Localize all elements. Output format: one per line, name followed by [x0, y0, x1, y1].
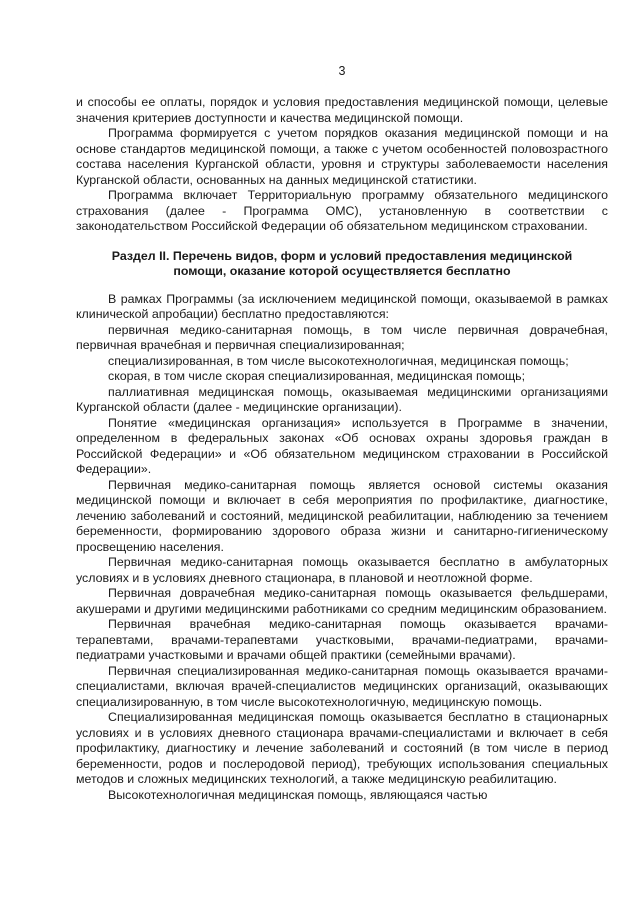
paragraph-medical-organization-term: Понятие «медицинская организация» используется в Программе в значении, определенном в федеральных законах «Об основах охраны здоровья граждан в Российской Федерации» и «Об обязательном медицинском страховании в Российской Федерации». — [76, 415, 608, 476]
page-number: 3 — [338, 64, 346, 78]
paragraph-program-oms: Программа включает Территориальную программу обязательного медицинского страхования (далее - Программа ОМС), установленную в соответствии с законодательством Российской Федерации об обязательном медицинском страховании. — [76, 188, 608, 233]
paragraph-physician-care: Первичная врачебная медико-санитарная помощь оказывается врачами-терапевтами, врачами-терапевтами участковыми, врачами-педиатрами, врачами-педиатрами участковыми и врачами общей практики (семейными врачами). — [76, 617, 608, 662]
list-item-specialized-care: специализированная, в том числе высокотехнологичная, медицинская помощь; — [108, 353, 569, 368]
paragraph-primary-care-basis: Первичная медико-санитарная помощь является основой системы оказания медицинской помощи и включает в себя мероприятия по профилактике, диагностике, лечению заболеваний и состояний, медицинской реабилитации, наблюдению за течением беременности, формированию здорового образа жизни и санитарно-гигиеническому просвещению населения. — [76, 477, 608, 554]
paragraph-high-tech-care: Высокотехнологичная медицинская помощь, являющаяся частью — [108, 787, 488, 802]
list-item-primary-care: первичная медико-санитарная помощь, в том числе первичная доврачебная, первичная врачебная и первичная специализированная; — [76, 322, 608, 352]
paragraph-specialized-care: Специализированная медицинская помощь оказывается бесплатно в стационарных условиях и в условиях дневного стационара врачами-специалистами и включает в себя профилактику, диагностику и лечение заболеваний и состояний (в том числе в период беременности, родов и послеродовой период), требующих использования специальных методов и сложных медицинских технологий, а также медицинскую реабилитацию. — [76, 710, 608, 786]
section-heading: Раздел II. Перечень видов, форм и условий предоставления медицинской помощи, оказание которой осуществляется бесплатно — [111, 248, 573, 278]
paragraph-pre-physician-care: Первичная доврачебная медико-санитарная помощь оказывается фельдшерами, акушерами и другими медицинскими работниками со средним медицинским образованием. — [76, 586, 608, 616]
paragraph-free-services-intro: В рамках Программы (за исключением медицинской помощи, оказываемой в рамках клинической апробации) бесплатно предоставляются: — [76, 291, 608, 321]
paragraph-intro-continuation: и способы ее оплаты, порядок и условия предоставления медицинской помощи, целевые значения критериев доступности и качества медицинской помощи. — [76, 95, 608, 125]
paragraph-program-formation: Программа формируется с учетом порядков оказания медицинской помощи и на основе стандартов медицинской помощи, а также с учетом особенностей половозрастного состава населения Курганской области, уровня и структуры заболеваемости населения Курганской области, основанных на данных медицинской статистики. — [76, 126, 608, 187]
paragraph-primary-care-conditions: Первичная медико-санитарная помощь оказывается бесплатно в амбулаторных условиях и в условиях дневного стационара, в плановой и неотложной форме. — [76, 555, 608, 585]
paragraph-specialist-primary-care: Первичная специализированная медико-санитарная помощь оказывается врачами-специалистами, включая врачей-специалистов медицинских организаций, оказывающих специализированную, в том числе высокотехнологичную, медицинскую помощь. — [76, 663, 608, 709]
document-body — [76, 95, 608, 803]
list-item-palliative-care: паллиативная медицинская помощь, оказываемая медицинскими организациями Курганской области (далее - медицинские организации). — [76, 384, 608, 414]
list-item-emergency-care: скорая, в том числе скорая специализированная, медицинская помощь; — [108, 369, 526, 383]
